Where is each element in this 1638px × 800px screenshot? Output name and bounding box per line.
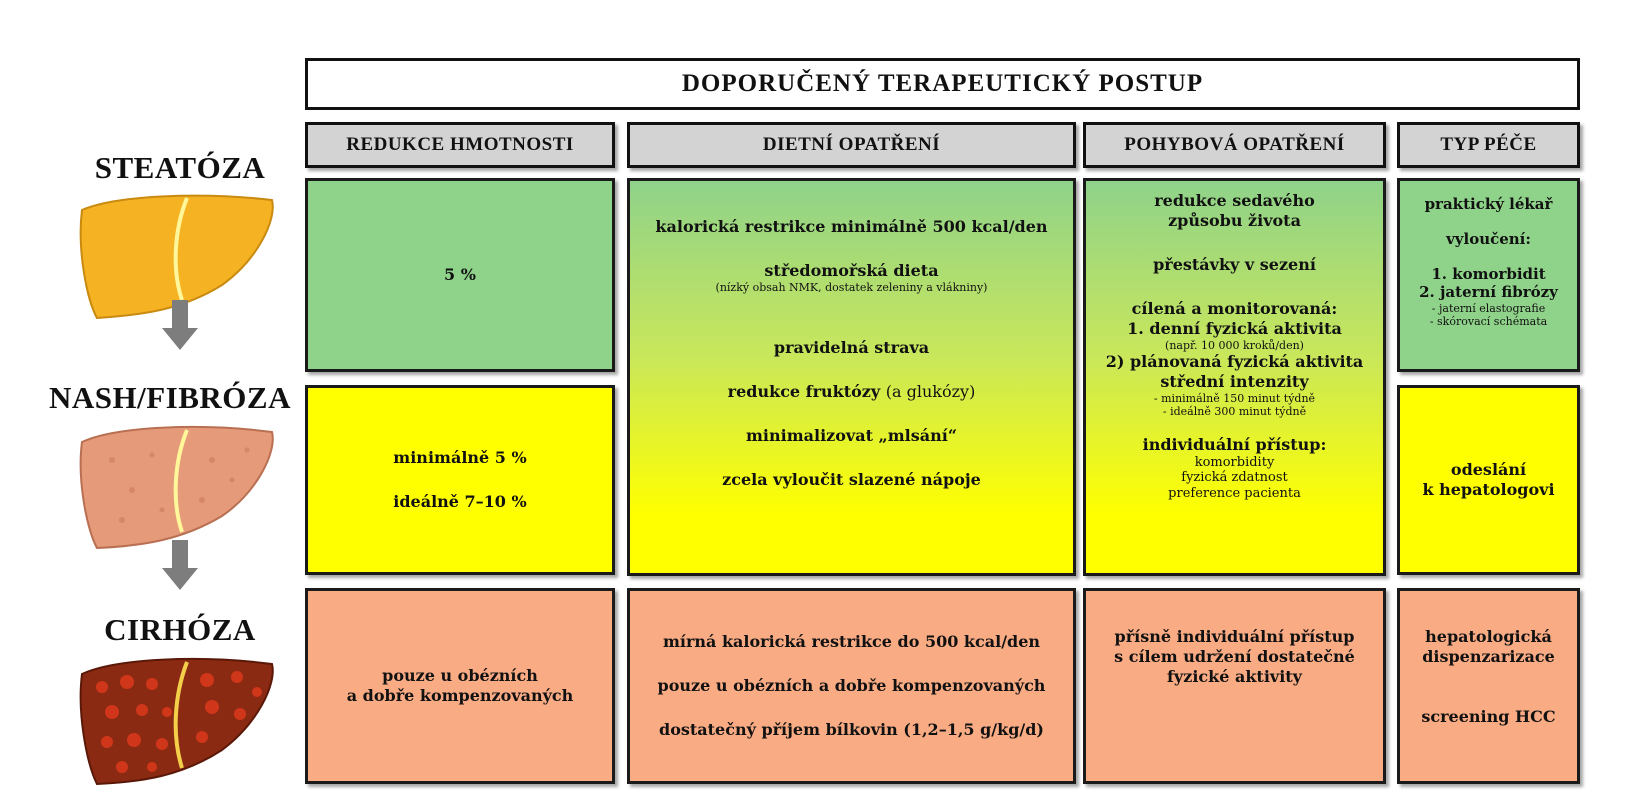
exercise-planned-note1: - minimálně 150 minut týdně (1153, 392, 1316, 406)
diet-steatosis-nash-cell (627, 178, 1076, 576)
care-cirrhosis-screening: screening HCC (1421, 707, 1556, 726)
care-steatosis-cell (1397, 178, 1580, 372)
exercise-line-individual: individuální přístup: (1142, 434, 1327, 454)
header-care-type: TYP PÉČE (1397, 122, 1580, 168)
arrow-down-icon (162, 540, 198, 592)
care-cirrhosis-line1: hepatologická (1425, 627, 1552, 646)
care-fibrosis-note1: - jaterní elastografie (1431, 302, 1546, 315)
exercise-cirrhosis-line3: fyzické aktivity (1167, 667, 1302, 686)
exercise-line-targeted: cílená a monitorovaná: (1131, 299, 1338, 318)
exercise-individual-note1: komorbidity (1194, 454, 1275, 470)
exercise-planned-note2: - ideálně 300 minut týdně (1162, 405, 1307, 419)
header-exercise: POHYBOVÁ OPATŘENÍ (1083, 122, 1386, 168)
diet-cirrhosis-line3: dostatečný příjem bílkovin (1,2–1,5 g/kg/d) (659, 720, 1044, 739)
care-exclusion: vyloučení: (1446, 229, 1531, 248)
stage-label-nash-fibrosis: NASH/FIBRÓZA (49, 380, 291, 415)
exercise-daily-note: (např. 10 000 kroků/den) (1165, 339, 1304, 352)
diet-line-mediterranean: středomořská dieta (764, 261, 939, 280)
exercise-cirrhosis-line1: přísně individuální přístup (1114, 627, 1355, 646)
exercise-line1b: způsobu života (1168, 211, 1301, 230)
weight-steatosis-value: 5 % (444, 265, 476, 284)
weight-cirrhosis-cell (305, 588, 615, 784)
care-gp: praktický lékař (1424, 195, 1553, 213)
diet-cirrhosis-line1: mírná kalorická restrikce do 500 kcal/den (662, 632, 1041, 651)
care-fibrosis-note2: - skórovací schémata (1429, 315, 1548, 329)
diet-line-sweet-drinks: zcela vyloučit slazené nápoje (722, 470, 981, 490)
diet-fructose-bold: redukce fruktózy (727, 382, 886, 402)
diet-line-regular-food: pravidelná strava (773, 338, 930, 358)
stage-label-cirrhosis: CIRHÓZA (104, 612, 256, 647)
page-title: DOPORUČENÝ TERAPEUTICKÝ POSTUP (305, 58, 1580, 110)
weight-nash-ideal: ideálně 7–10 % (393, 492, 527, 511)
exercise-steatosis-nash-cell (1083, 178, 1386, 576)
exercise-line-intensity: střední intenzity (1160, 372, 1309, 392)
care-cirrhosis-line2: dispenzarizace (1422, 647, 1555, 666)
exercise-individual-note3: preference pacienta (1168, 485, 1301, 501)
diet-mediterranean-note: (nízký obsah NMK, dostatek zeleniny a vlákniny) (715, 281, 988, 294)
care-comorbidities: 1. komorbidit (1431, 264, 1546, 283)
care-referral-line1: odeslání (1450, 460, 1527, 479)
liver-fibrosis-icon (72, 420, 282, 555)
header-diet: DIETNÍ OPATŘENÍ (627, 122, 1076, 168)
exercise-cirrhosis-cell (1083, 588, 1386, 784)
care-referral-line2: k hepatologovi (1422, 480, 1555, 499)
exercise-line-planned: 2) plánovaná fyzická aktivita (1105, 352, 1364, 372)
weight-nash-min: minimálně 5 % (393, 448, 527, 467)
diet-line-caloric-restriction: kalorická restrikce minimálně 500 kcal/den (655, 217, 1048, 236)
weight-cirrhosis-line2: a dobře kompenzovaných (346, 686, 574, 705)
header-weight-reduction: REDUKCE HMOTNOSTI (305, 122, 615, 168)
diet-cirrhosis-cell (627, 588, 1076, 784)
diet-cirrhosis-line2: pouze u obézních a dobře kompenzovaných (657, 676, 1046, 695)
exercise-line-daily: 1. denní fyzická aktivita (1127, 319, 1342, 338)
weight-cirrhosis-line1: pouze u obézních (382, 666, 538, 685)
diet-fructose-paren: (a glukózy) (885, 382, 976, 402)
exercise-line1a: redukce sedavého (1154, 191, 1315, 210)
stage-label-steatosis: STEATÓZA (94, 150, 266, 185)
care-cirrhosis-cell (1397, 588, 1580, 784)
diet-line-snacking: minimalizovat „mlsání“ (745, 426, 958, 446)
weight-steatosis-cell (305, 178, 615, 372)
arrow-down-icon (162, 300, 198, 352)
care-fibrosis: 2. jaterní fibrózy (1419, 283, 1558, 302)
diet-line-fructose (728, 382, 976, 402)
exercise-line-breaks: přestávky v sezení (1153, 255, 1316, 274)
weight-nash-cell (305, 385, 615, 575)
liver-cirrhosis-icon (72, 652, 282, 792)
exercise-individual-note2: fyzická zdatnost (1181, 470, 1288, 486)
care-nash-cell (1397, 385, 1580, 575)
exercise-cirrhosis-line2: s cílem udržení dostatečné (1114, 647, 1355, 666)
